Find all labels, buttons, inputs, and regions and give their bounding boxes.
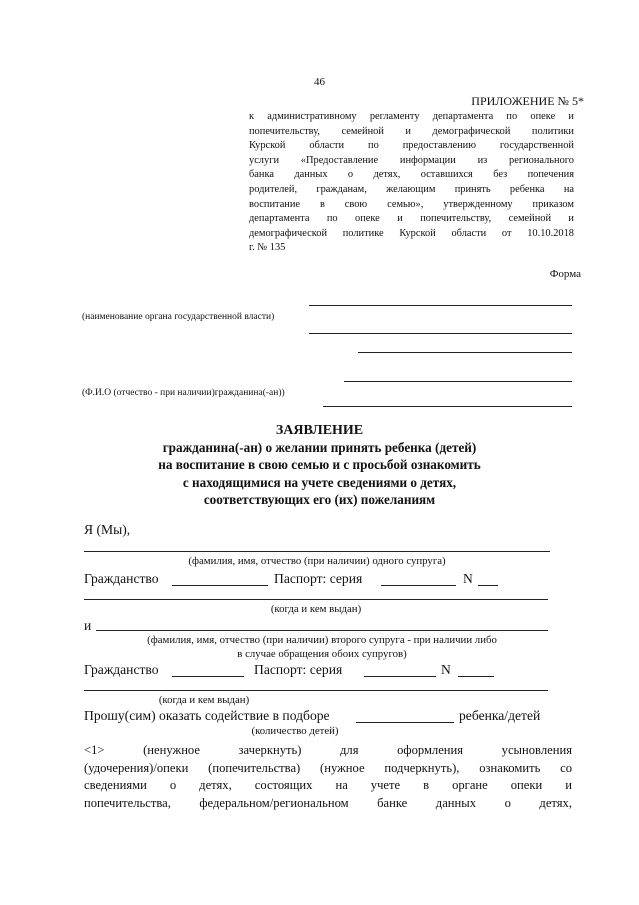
spouse2-caption: (фамилия, имя, отчество (при наличии) второго супруга - при наличии либо bbox=[147, 634, 497, 646]
authority-line[interactable] bbox=[309, 333, 572, 334]
regulation-line: к административному регламенту департамента по опеке и bbox=[249, 111, 574, 122]
title-line: соответствующих его (их) пожеланиям bbox=[203, 491, 436, 507]
document-title bbox=[0, 422, 639, 508]
form-label: Форма bbox=[549, 268, 581, 280]
title-line: с находящимися на учете сведениями о детях, bbox=[182, 474, 457, 490]
authority-label: (наименование органа государственной власти) bbox=[82, 312, 275, 322]
citizenship-label: Гражданство bbox=[84, 571, 159, 586]
regulation-line: воспитание в свою семью», утвержденному приказом bbox=[249, 198, 574, 210]
issued-caption: (когда и кем выдан) bbox=[270, 603, 362, 615]
fio-line[interactable] bbox=[344, 381, 572, 382]
appendix-label: ПРИЛОЖЕНИЕ № 5* bbox=[471, 94, 584, 108]
fio-line[interactable] bbox=[323, 406, 572, 407]
passport-number-field[interactable] bbox=[478, 585, 498, 586]
regulation-line: родителей, гражданам, желающим принять ребенка на bbox=[249, 183, 574, 195]
issued-caption-2: (когда и кем выдан) bbox=[158, 694, 250, 706]
regulation-line: Курской области по предоставлению государственной bbox=[249, 140, 574, 152]
regulation-line: г. № 135 bbox=[249, 242, 286, 254]
paragraph-line: <1> (ненужное зачеркнуть) для оформления усыновления bbox=[84, 743, 572, 757]
passport-label-2: Паспорт: серия bbox=[254, 662, 343, 677]
issued-line[interactable] bbox=[84, 599, 548, 600]
regulation-line: попечительству, семейной и демографической политики bbox=[249, 125, 574, 137]
paragraph-line: (удочерения)/опеки (попечительства) (нужное подчеркнуть), ознакомить со bbox=[84, 760, 572, 775]
spouse1-caption: (фамилия, имя, отчество (при наличии) одного супруга) bbox=[188, 555, 446, 567]
citizenship-field-2[interactable] bbox=[172, 676, 244, 677]
title-line: гражданина(-ан) о желании принять ребенка (детей) bbox=[162, 440, 477, 456]
title-line: на воспитание в свою семью и с просьбой ознакомить bbox=[158, 457, 481, 473]
citizenship-label-2: Гражданство bbox=[84, 662, 159, 677]
paragraph-line: сведениями о детях, состоящих на учете в органе опеки и bbox=[84, 778, 572, 792]
passport-label: Паспорт: серия bbox=[274, 571, 363, 586]
fio-label: (Ф.И.О (отчество - при наличии)гражданина(-ан)) bbox=[82, 388, 285, 398]
authority-line[interactable] bbox=[358, 352, 572, 353]
authority-line[interactable] bbox=[309, 305, 572, 306]
regulation-line: банка данных о детях, оставшихся без попечения bbox=[249, 169, 574, 181]
children-count-field[interactable] bbox=[356, 722, 454, 723]
children-count-caption: (количество детей) bbox=[251, 725, 339, 737]
passport-number-field-2[interactable] bbox=[458, 676, 494, 677]
request-text: Прошу(сим) оказать содействие в подборе bbox=[84, 708, 330, 723]
passport-number-label-2: N bbox=[441, 662, 451, 677]
regulation-reference bbox=[249, 110, 574, 256]
paragraph-line: попечительства, федеральном/региональном банке данных о детях, bbox=[84, 795, 572, 810]
request-paragraph bbox=[84, 742, 572, 812]
spouse2-name-line[interactable] bbox=[96, 630, 548, 631]
regulation-line: демографической политике Курской области от 10.10.2018 bbox=[249, 227, 574, 239]
request-end-text: ребенка/детей bbox=[459, 708, 541, 723]
regulation-line: услуги «Предоставление информации из регионального bbox=[249, 154, 574, 166]
issued-line-2[interactable] bbox=[84, 690, 548, 691]
spouse2-caption: в случае обращения обоих супругов) bbox=[237, 648, 407, 660]
title-line: ЗАЯВЛЕНИЕ bbox=[275, 423, 364, 438]
passport-series-field[interactable] bbox=[381, 585, 456, 586]
intro-text: Я (Мы), bbox=[84, 522, 131, 537]
and-label: и bbox=[84, 618, 92, 633]
passport-series-field-2[interactable] bbox=[364, 676, 436, 677]
page-number: 46 bbox=[314, 76, 325, 88]
citizenship-field[interactable] bbox=[172, 585, 268, 586]
passport-number-label: N bbox=[463, 571, 473, 586]
regulation-line: департамента по опеке и попечительству, семейной и bbox=[249, 213, 574, 225]
spouse1-name-line[interactable] bbox=[84, 551, 550, 552]
